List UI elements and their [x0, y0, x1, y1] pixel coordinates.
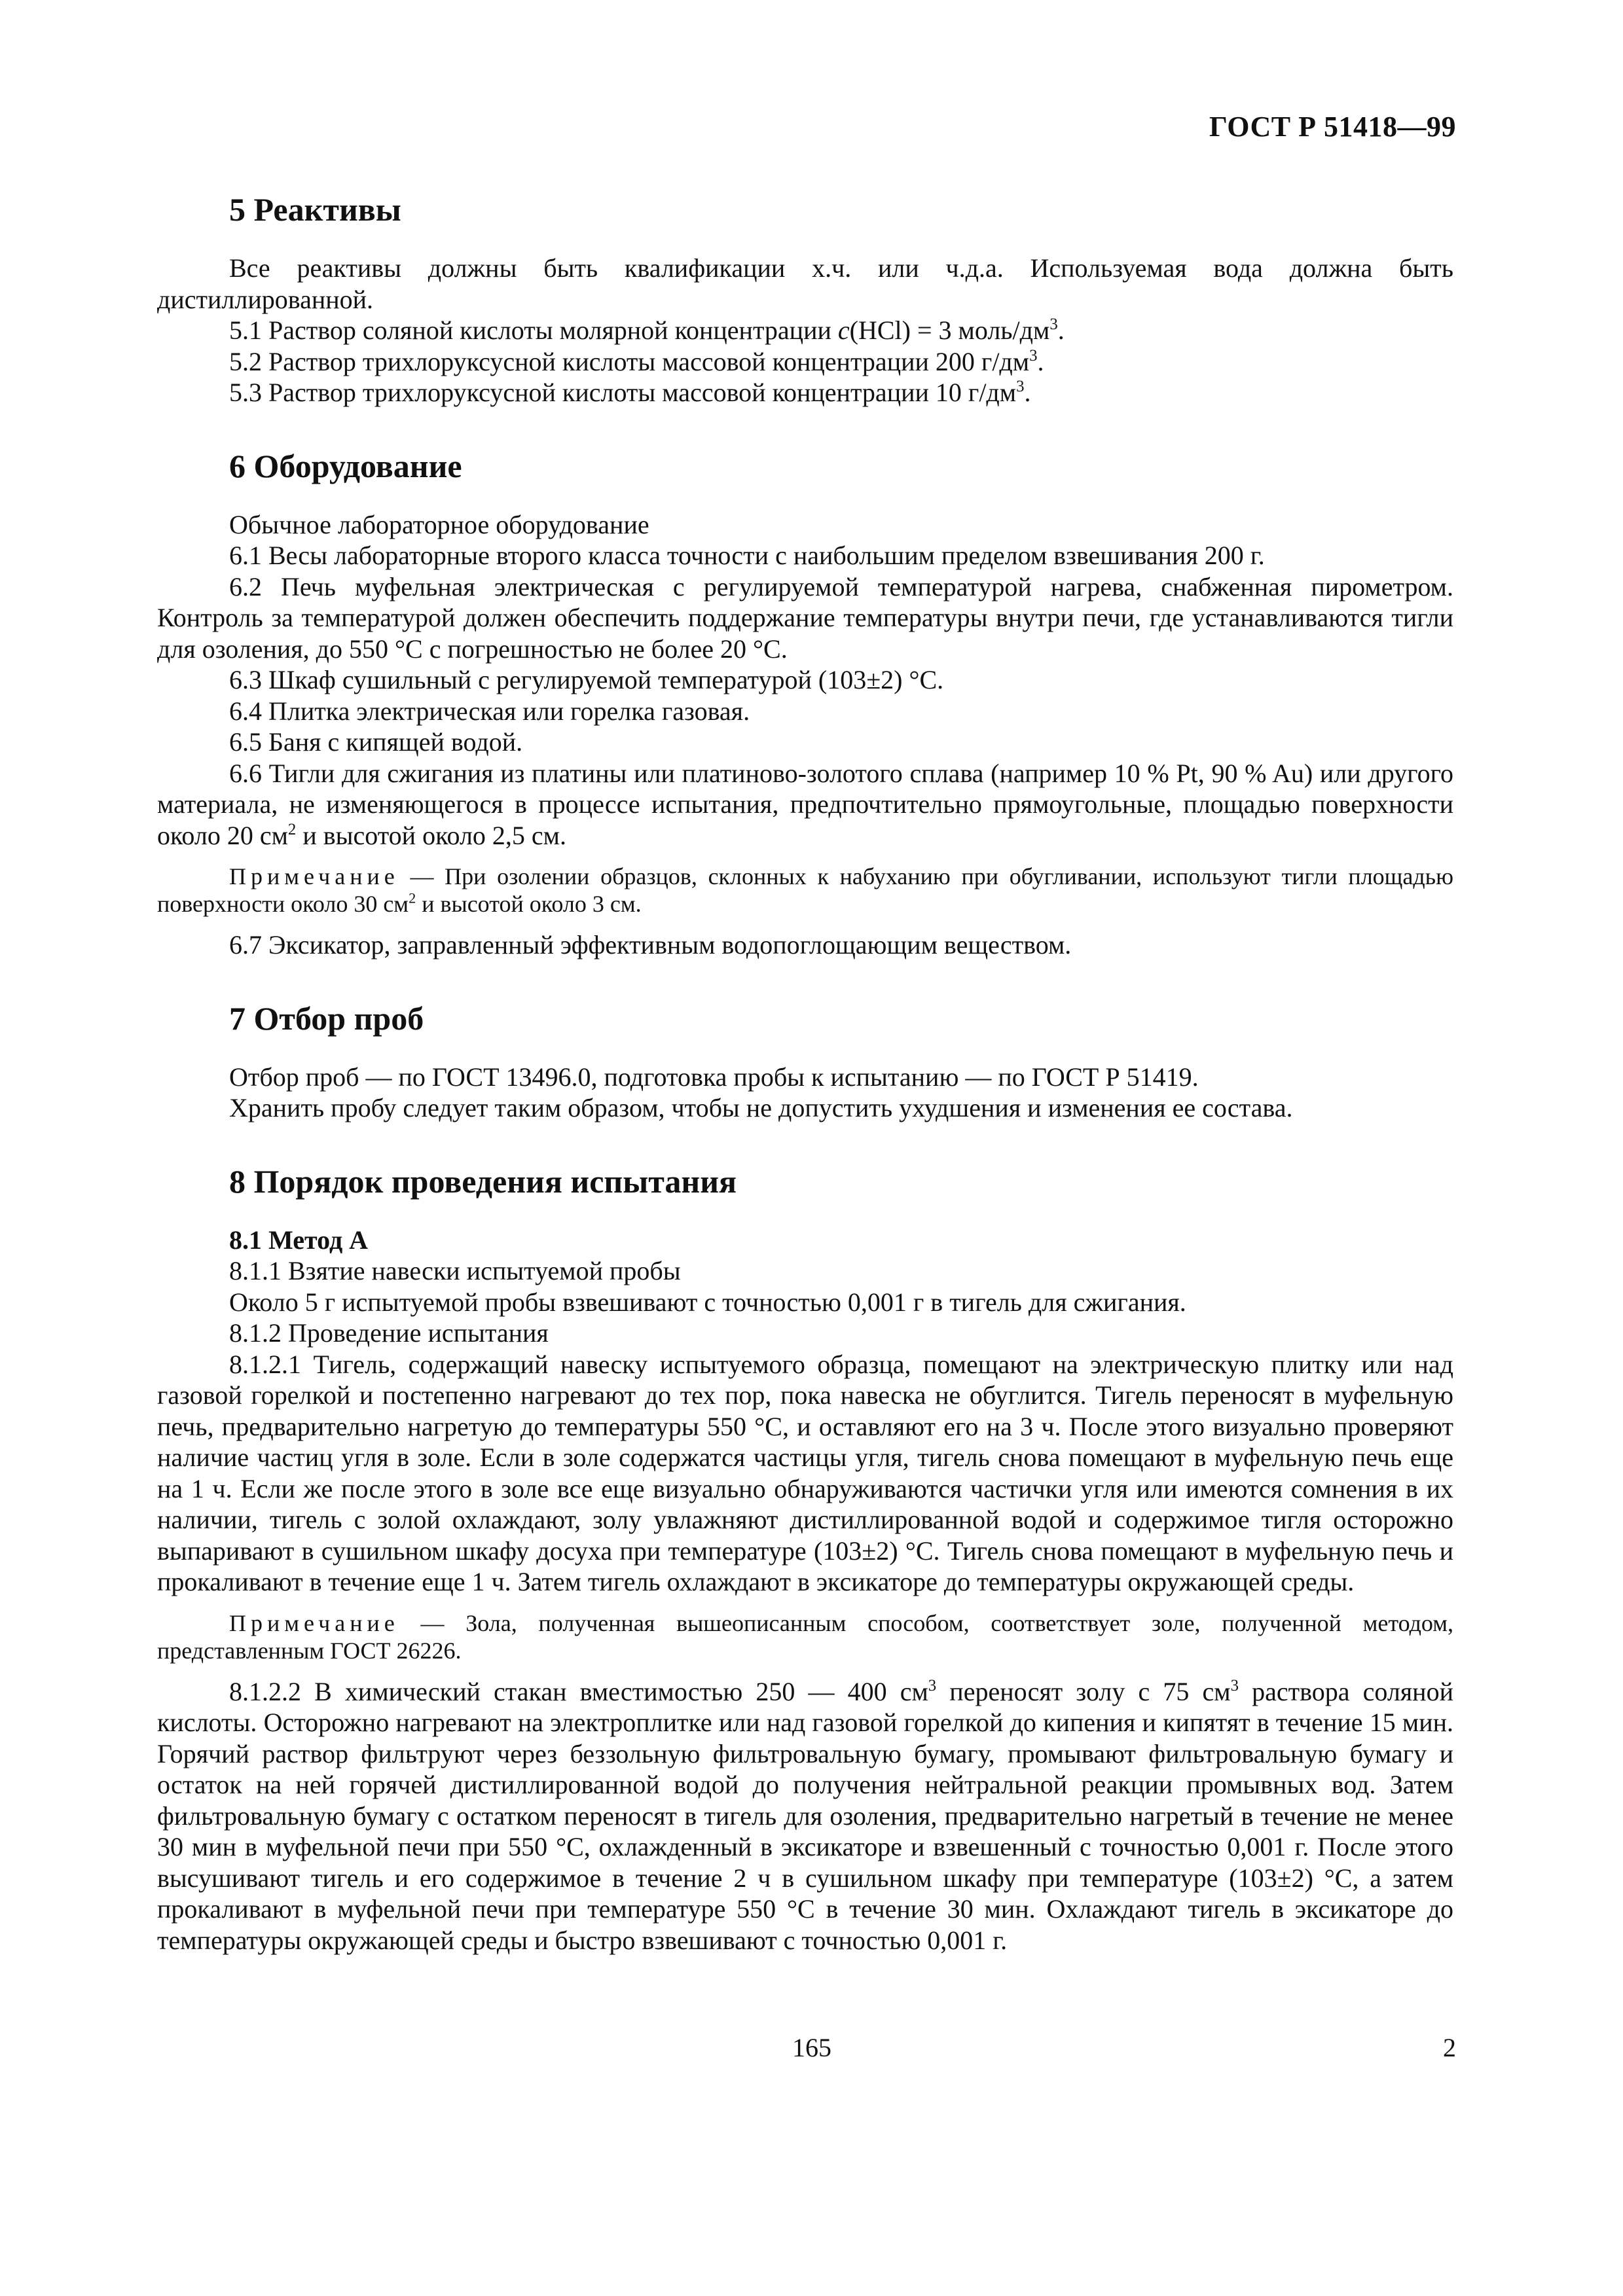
- paragraph-5-3: 5.3 Раствор трихлоруксусной кислоты массовой концентрации 10 $г/дм^3$.: [229, 378, 1031, 407]
- paragraph-6-4: 6.4 Плитка электрическая или горелка газовая.: [229, 696, 750, 726]
- section-equipment: [157, 446, 1453, 961]
- paragraph-reagents-intro: Все реактивы должны быть квалификации х.ч. или ч.д.а. Используемая вода должна быть дистиллированной.: [157, 253, 1453, 314]
- paragraph-8-1-1: 8.1.1 Взятие навески испытуемой пробы: [229, 1256, 681, 1285]
- note-8-1-2-1: Примечание — Зола, полученная вышеописанным способом, соответствует золе, полученной методом, представленным ГОСТ 26226.: [157, 1609, 1453, 1664]
- paragraph-sampling-1: Отбор проб — по ГОСТ 13496.0, подготовка пробы к испытанию — по ГОСТ Р 51419.: [229, 1062, 1199, 1092]
- page-content: [157, 190, 1453, 1956]
- subsection-method-a: 8.1 Метод А: [229, 1225, 369, 1255]
- section-title-sampling: 7 Отбор проб: [229, 999, 424, 1037]
- paragraph-5-2: 5.2 Раствор трихлоруксусной кислоты массовой концентрации 200 $г/дм^3$.: [229, 346, 1044, 376]
- paragraph-5-1: 5.1 Раствор соляной кислоты молярной концентрации c(HCl) = 3 моль/$дм^3$.: [229, 315, 1065, 345]
- paragraph-8-1-2-2: 8.1.2.2 В химический стакан вместимостью 250 — 400 $см^3$ переносят золу с 75 $см^3$ раствора соляной кислоты. Осторожно нагревают на электроплитке или над газовой горелкой до кипения и кипятят в течение 15 мин. Горячий раствор фильтруют через беззольную фильтровальную бумагу, промывают фильтровальную бумагу и остаток на ней горячей дистиллированной водой до получения нейтральной реакции промывных вод. Затем фильтровальную бумагу с остатком переносят в тигель для озоления, предварительно нагретый в течение не менее 30 мин в муфельной печи при 550 °С, охлажденный в эксикаторе и взвешенный с точностью 0,001 г. После этого высушивают тигель и его содержимое в течение 2 ч в сушильном шкафу при температуре (103±2) °С, а затем прокаливают в муфельной печи при температуре 550 °С в течение 30 мин. Охлаждают тигель в эксикаторе до температуры окружающей среды и быстро взвешивают с точностью 0,001 г.: [157, 1676, 1453, 1955]
- paragraph-6-2: 6.2 Печь муфельная электрическая с регулируемой температурой нагрева, снабженная пирометром. Контроль за температурой должен обеспечить поддержание температуры внутри печи, где устанавливаются тигли для озоления, до 550 °С с погрешностью не более 20 °С.: [157, 571, 1453, 664]
- section-title-reagents: 5 Реактивы: [229, 191, 401, 228]
- sheet-number: 2: [1443, 2033, 1456, 2062]
- page-number: 165: [792, 2033, 831, 2062]
- document-code: ГОСТ Р 51418—99: [1209, 111, 1456, 143]
- paragraph-8-1-2-1: 8.1.2.1 Тигель, содержащий навеску испытуемого образца, помещают на электрическую плитку или над газовой горелкой и постепенно нагревают до тех пор, пока навеска не обуглится. Тигель переносят в муфельную печь, предварительно нагретую до температуры 550 °С, и оставляют его на 3 ч. После этого визуально проверяют наличие частиц угля в золе. Если в золе содержатся частицы угля, тигель снова помещают в муфельную печь еще на 1 ч. Если же после этого в золе все еще визуально обнаруживаются частички угля или имеются сомнения в их наличии, тигель с золой охлаждают, золу увлажняют дистиллированной водой и содержимое тигля осторожно выпаривают в сушильном шкафу досуха при температуре (103±2) °С. Тигель снова помещают в муфельную печь и прокаливают в течение еще 1 ч. Затем тигель охлаждают в эксикаторе до температуры окружающей среды.: [157, 1349, 1453, 1596]
- paragraph-6-5: 6.5 Баня с кипящей водой.: [229, 727, 523, 757]
- section-title-procedure: 8 Порядок проведения испытания: [229, 1162, 737, 1200]
- section-title-equipment: 6 Оборудование: [229, 447, 462, 484]
- paragraph-8-1-2: 8.1.2 Проведение испытания: [229, 1318, 549, 1348]
- paragraph-sampling-2: Хранить пробу следует таким образом, чтобы не допустить ухудшения и изменения ее состава.: [229, 1093, 1293, 1122]
- section-reagents: [157, 190, 1453, 408]
- paragraph-6-7: 6.7 Эксикатор, заправленный эффективным водопоглощающим веществом.: [229, 930, 1072, 960]
- section-sampling: [157, 999, 1453, 1124]
- paragraph-6-6: 6.6 Тигли для сжигания из платины или платиново-золотого сплава (например 10 % Pt, 90 % Au) или другого материала, не изменяющегося в процессе испытания, предпочтительно прямоугольные, площадью поверхности около 20 $см^2$ и высотой около 2,5 см.: [157, 758, 1453, 850]
- paragraph-8-1-1-body: Около 5 г испытуемой пробы взвешивают с точностью 0,001 г в тигель для сжигания.: [229, 1287, 1186, 1317]
- note-6-6: Примечание — При озолении образцов, склонных к набуханию при обугливании, используют тигли площадью поверхности около 30 $см^2$ и высотой около 3 см.: [157, 863, 1453, 917]
- paragraph-6-3: 6.3 Шкаф сушильный с регулируемой температурой (103±2) °С.: [229, 665, 944, 694]
- section-procedure: [157, 1162, 1453, 1956]
- paragraph-6-1: 6.1 Весы лабораторные второго класса точности с наибольшим пределом взвешивания 200 г.: [229, 541, 1265, 570]
- paragraph-equipment-intro: Обычное лабораторное оборудование: [229, 509, 649, 539]
